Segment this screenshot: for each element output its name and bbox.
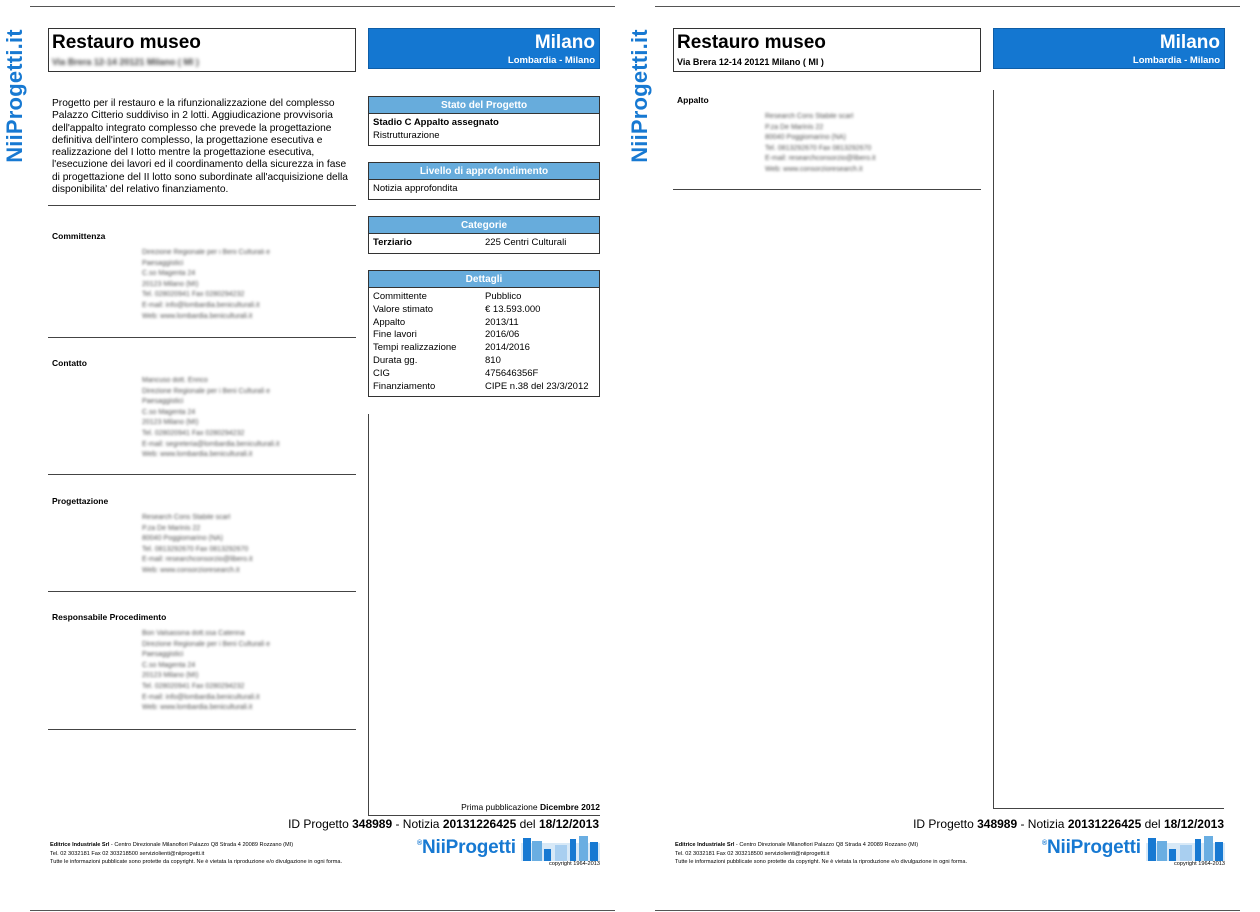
dettagli-key: Durata gg.	[373, 354, 418, 366]
contact-line: E-mail: info@lombardia.beniculturali.it	[142, 301, 260, 309]
categorie-row	[373, 237, 595, 250]
contact-line: Web: www.consorzioresearch.it	[142, 566, 240, 574]
id-value: 348989	[352, 817, 393, 831]
contact-line: Tel. 028020941 Fax 0280294232	[142, 291, 245, 299]
notizia-value: 20131226425	[442, 817, 517, 831]
dettagli-row	[373, 304, 595, 317]
project-address: Via Brera 12-14 20121 Milano ( MI )	[52, 57, 199, 67]
top-rule	[30, 6, 615, 7]
committenza-contact	[142, 248, 270, 322]
categorie-panel	[368, 216, 600, 254]
dettagli-value: 2016/06	[485, 329, 520, 341]
contact-line: Web: www.lombardia.beniculturali.it	[142, 704, 253, 712]
dettagli-value: Pubblico	[485, 291, 522, 302]
column-divider	[368, 414, 369, 816]
city-name: Milano	[1159, 32, 1220, 53]
dettagli-value: CIPE n.38 del 23/3/2012	[485, 380, 589, 392]
brand-copyright: copyright 1964-2013	[1173, 861, 1225, 867]
brand-buildings-icon	[1146, 835, 1225, 861]
contact-line: 80040 Poggiomarino (NA)	[142, 535, 223, 543]
city-name: Milano	[534, 32, 595, 53]
contact-line: E-mail: segreteria@lombardia.beniculturali.it	[142, 440, 280, 448]
first-pub-value: Dicembre 2012	[539, 802, 600, 812]
dettagli-row	[373, 291, 595, 304]
region-name: Lombardia - Milano	[507, 55, 595, 66]
contact-line: Tel. 0813292670 Fax 0813292670	[765, 144, 872, 152]
contact-line: C.so Magenta 24	[142, 408, 196, 416]
contact-line: P.za De Marinis 22	[142, 524, 201, 532]
contact-line: C.so Magenta 24	[142, 270, 196, 278]
notizia-value: 20131226425	[1067, 817, 1142, 831]
dettagli-value: 810	[485, 354, 501, 366]
publisher-contacts: Tel. 02 3032181 Fax 02 303218500 serviziolienti@niiprogetti.it	[675, 850, 830, 857]
notizia-label: - Notizia	[1017, 817, 1068, 831]
divider	[368, 815, 600, 816]
contact-line: Paesaggistici	[142, 259, 184, 267]
livello-header: Livello di approfondimento	[369, 163, 599, 180]
column-divider	[993, 90, 994, 809]
brand-name	[417, 837, 516, 859]
dettagli-key: Committente	[373, 291, 427, 302]
project-title: Restauro museo	[677, 32, 826, 53]
brand-text: NiiProgetti	[421, 837, 516, 858]
page-2	[625, 0, 1255, 912]
dettagli-key: Fine lavori	[373, 329, 417, 341]
contact-line: Mancuso dott. Enrico	[142, 377, 208, 384]
logo-text: NiiProgetti.it	[627, 29, 652, 163]
top-rule	[655, 6, 1240, 7]
appalto-label: Appalto	[677, 95, 709, 105]
contact-line: P.za De Marinis 22	[765, 123, 824, 131]
contact-line: Direzione Regionale per i Beni Culturali e	[142, 387, 271, 395]
copyright-notice: Tutte le informazioni pubblicate sono protette da copyright. Ne è vietata la riproduzione e/o divulgazione in ogni forma.	[675, 859, 968, 866]
responsabile-contact	[142, 629, 270, 714]
dettagli-key: Valore stimato	[373, 303, 434, 315]
contact-line: Paesaggistici	[142, 398, 184, 406]
date-value: 18/12/2013	[538, 817, 599, 831]
contact-line: E-mail: info@lombardia.beniculturali.it	[142, 693, 260, 701]
dettagli-value: 2014/2016	[485, 342, 530, 354]
dettagli-row	[373, 355, 595, 368]
contact-line: Web: www.consorzioresearch.it	[765, 165, 863, 173]
dettagli-value: € 13.593.000	[485, 303, 541, 315]
dettagli-row	[373, 317, 595, 330]
dettagli-key: Appalto	[373, 316, 406, 328]
footer-publisher	[50, 841, 342, 867]
dettagli-key: Finanziamento	[373, 380, 436, 392]
niiprogetti-vertical-logo[interactable]	[627, 30, 653, 162]
first-publication	[461, 802, 600, 812]
project-title: Restauro museo	[52, 32, 201, 53]
contact-line: Tel. 0813292670 Fax 0813292670	[142, 545, 249, 553]
bottom-rule	[655, 910, 1240, 911]
brand-name	[1042, 837, 1141, 859]
contact-line: Research Cons Stabile scarl	[765, 113, 854, 120]
divider	[48, 591, 356, 592]
project-title-box	[48, 28, 356, 72]
dettagli-row	[373, 381, 595, 394]
id-label: ID Progetto	[288, 817, 353, 831]
stato-type: Ristrutturazione	[373, 129, 440, 141]
del-label: del	[1141, 817, 1164, 831]
contatto-contact	[142, 376, 279, 461]
contact-line: 80040 Poggiomarino (NA)	[765, 134, 846, 142]
bottom-rule	[30, 910, 615, 911]
city-box	[368, 28, 600, 69]
niiprogetti-brand-logo[interactable]	[417, 835, 600, 869]
contact-line: Tel. 028020941 Fax 0280294232	[142, 682, 245, 690]
contact-line: C.so Magenta 24	[142, 661, 196, 669]
id-value: 348989	[977, 817, 1018, 831]
date-value: 18/12/2013	[1163, 817, 1224, 831]
id-line	[913, 817, 1224, 831]
stato-stage: Stadio C Appalto assegnato	[373, 117, 499, 128]
niiprogetti-brand-logo[interactable]	[1042, 835, 1225, 869]
footer-publisher	[675, 841, 967, 867]
stato-panel	[368, 96, 600, 146]
divider	[48, 205, 356, 206]
del-label: del	[516, 817, 539, 831]
divider	[993, 808, 1224, 809]
divider	[48, 474, 356, 475]
id-line	[288, 817, 599, 831]
contact-line: Tel. 028020941 Fax 0280294232	[142, 429, 245, 437]
dettagli-value: 2013/11	[485, 316, 519, 328]
dettagli-row	[373, 342, 595, 355]
publisher-name: Editrice Industriale Srl	[50, 842, 110, 848]
contact-line: Paesaggistici	[142, 651, 184, 659]
divider	[48, 729, 356, 730]
brand-copyright: copyright 1964-2013	[548, 861, 600, 867]
divider	[673, 189, 981, 190]
publisher-contacts: Tel. 02 3032181 Fax 02 303218500 serviziolienti@niiprogetti.it	[50, 850, 205, 857]
contact-line: Research Cons Stabile scarl	[142, 514, 231, 521]
region-name: Lombardia - Milano	[1132, 55, 1220, 66]
categorie-key: Terziario	[373, 237, 412, 248]
contact-line: Web: www.lombardia.beniculturali.it	[142, 312, 253, 320]
contact-line: Bon Valsassina dott.ssa Caterina	[142, 630, 245, 637]
contact-line: 20123 Milano (MI)	[142, 419, 199, 427]
publisher-address: - Centro Direzionale Milanofiori Palazzo Q8 Strada 4 20089 Rozzano (MI)	[734, 842, 919, 848]
contact-line: Direzione Regionale per i Beni Culturali e	[142, 640, 271, 648]
id-label: ID Progetto	[913, 817, 978, 831]
dettagli-panel	[368, 270, 600, 397]
city-box	[993, 28, 1225, 69]
categorie-value: 225 Centri Culturali	[485, 237, 567, 248]
dettagli-key: CIG	[373, 367, 390, 379]
project-description: Progetto per il restauro e la rifunzionalizzazione del complesso Palazzo Citterio suddiviso in 2 lotti. Aggiudicazione provvisoria dell'appalto integrato complesso che prevede la progettazione definitiva dell'intero complesso, la progettazione esecutiva e realizzazione del I lotto mentre la progettazione esecutiva, l'esecuzione dei lavori ed il coordinamento della sicurezza in fase di progettazione del II lotto sono subordinate all'acquisizione della disponibilita' del relativo finanziamento.	[52, 98, 348, 196]
project-address: Via Brera 12-14 20121 Milano ( MI )	[677, 57, 824, 67]
appalto-contact	[765, 112, 876, 176]
divider	[48, 337, 356, 338]
registered-mark: ®	[417, 840, 422, 847]
niiprogetti-vertical-logo[interactable]	[2, 30, 28, 162]
contact-line: Direzione Regionale per i Beni Culturali e	[142, 249, 271, 256]
contact-line: Web: www.lombardia.beniculturali.it	[142, 451, 253, 459]
project-title-box	[673, 28, 981, 72]
categorie-header: Categorie	[369, 217, 599, 234]
dettagli-row	[373, 329, 595, 342]
logo-text: NiiProgetti.it	[2, 29, 27, 163]
contact-line: 20123 Milano (MI)	[142, 672, 199, 680]
dettagli-key: Tempi realizzazione	[373, 342, 457, 354]
dettagli-header: Dettagli	[369, 271, 599, 288]
livello-value: Notizia approfondita	[373, 183, 458, 194]
contact-line: 20123 Milano (MI)	[142, 280, 199, 288]
livello-panel	[368, 162, 600, 200]
dettagli-row	[373, 368, 595, 381]
progettazione-label: Progettazione	[52, 496, 109, 506]
copyright-notice: Tutte le informazioni pubblicate sono protette da copyright. Ne è vietata la riproduzione e/o divulgazione in ogni forma.	[50, 859, 343, 866]
publisher-address: - Centro Direzionale Milanofiori Palazzo Q8 Strada 4 20089 Rozzano (MI)	[109, 842, 294, 848]
publisher-name: Editrice Industriale Srl	[675, 842, 735, 848]
dettagli-value: 475646356F	[485, 367, 539, 379]
progettazione-contact	[142, 513, 253, 577]
contact-line: E-mail: researchconsorzio@libero.it	[765, 155, 876, 163]
contatto-label: Contatto	[52, 358, 87, 368]
notizia-label: - Notizia	[392, 817, 443, 831]
responsabile-label: Responsabile Procedimento	[52, 612, 167, 622]
brand-text: NiiProgetti	[1046, 837, 1141, 858]
first-pub-label: Prima pubblicazione	[461, 802, 538, 812]
stato-header: Stato del Progetto	[369, 97, 599, 114]
registered-mark: ®	[1042, 840, 1047, 847]
contact-line: E-mail: researchconsorzio@libero.it	[142, 556, 253, 564]
brand-buildings-icon	[521, 835, 600, 861]
committenza-label: Committenza	[52, 231, 106, 241]
